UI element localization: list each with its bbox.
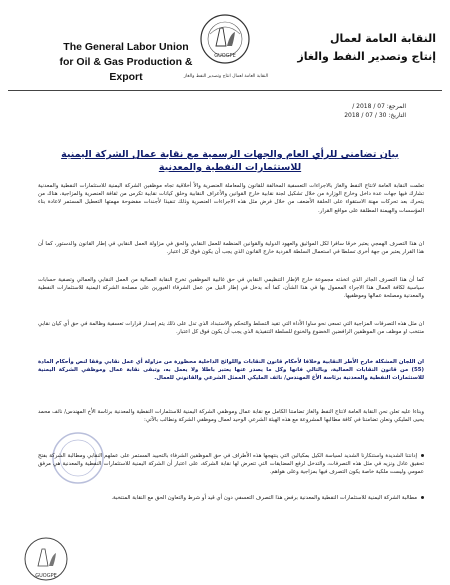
reference-block	[266, 102, 406, 120]
paragraph-2: ان هذا التصرف الهمجي يعتبر خرقا سافرا لكل المواثيق والعهود الدولية والقوانين المنظمة للعمل النقابي والحق في مزاولة العمل النقابي في إطار القانون والدستور، كما أن هذا القرار يعتبر من جهة أخرى تسلطا في استعمال السلطة الفردية خارج القانون الذي يجب أن يكون فوق كل اعتبار.	[38, 241, 424, 256]
footer-logo-icon	[20, 535, 72, 583]
statement-title	[40, 148, 420, 174]
union-name-english-line1: The General Labor Union	[63, 41, 189, 53]
union-name-arabic-line1: النقابة العامة لعمال	[329, 32, 436, 45]
union-name-arabic	[286, 30, 436, 66]
paragraph-4: ان مثل هذه التصرفات المزاجية التي تسعى نحو ساوا الأداة التي تفيد التسلط والتحكم والاستبداد الذي تدل على ذلك يتم إصدار قرارات تعسفية وظالمة في حق أي كيان نقابي منتخب او موظف من الموظفين الرافضين الخضوع والخنوع للسلطة التنفيذية الذي يجب أن يكون فوق كل اعتبار.	[38, 321, 424, 336]
paragraph-5: ان اللجان المشكلة خارج الأطر النقابية وخلافا لأحكام قانون النقابات واللوائح الداخلية محظورة من مزاولة أي عمل نقابي وفقا لنص وأحكام المادة (55) من قانون النقابات العمالية، وبالتالي فانها وكل ما يصدر عنها يعتبر باطلا ولا يعمل به، وتبقى نقابة عمال وموظفي الشركة اليمنية للاستثمارات النفطية والمعدنية برئاسة الأخ المهندس/ نائف المليكي الممثل الشرعي والقانوني للعمال.	[38, 359, 424, 382]
statement-title-line1: بيان تضامني للرأي العام والجهات الرسمية مع نقابة عمال الشركة اليمنية	[61, 149, 399, 160]
paragraph-3: كما أن هذا التصرف الجائر الذي اتخذته مجموعة خارج الإطار التنظيمي النقابي في حق غالبية الموظفين تخرج النقابة العمالية من العمل النقابي والعمالي وتصفية حسابات سياسية لكافة العمال هذا الاجراء المعمول بها في هذا الشأن، كما أنه يدخل في إطار النيل من عمل الشرفاء الغيورين على مصلحة الشركة اليمنية للاستثمارات النفطية والمعدنية ومصلحة عمالها وموظفيها.	[38, 277, 424, 300]
union-name-english-line2: for Oil & Gas Production & Export	[59, 56, 193, 83]
list-item-1-text: إدانتنا الشديدة واستنكارنا الشديد لسياسة الكيل بمكيالين التي ينتهجها هذه الأطراف في حق الموظفين الشرفاء بالتحييد المستمر على عملهم النقابي ومطالبة الشركة بفتح تحقيق عادل ونزيه في مثل هذه التصرفات، والتدخل لرفع المضايقات التي تتعرض لها نقابة الشركة، على اعتبار أن الشركة اليمنية للاستثمارات النفطية والمعدنية هي مرفق عمومي وليست ملكية خاصة يكون التصرف فيها بمزاجية وعلى هواهم.	[38, 453, 424, 476]
union-name-arabic-line2: إنتاج وتصدير النفط والغاز	[297, 50, 436, 63]
paragraph-1: تعلمت النقابة العامة لانتاج النفط والغاز بالاجراءات التعسفية المخالفة للقانون والمعاملة العنصرية والأ أخلاقية تجاه موظفين الشركة اليمنية للاستثمارات النفطية والمعدنية تشارك فيها جهات عدة داخل وخارج الوزارة من خلال تشكيل لجنة نقابية خارج القوانين والأعراف النقابية وخلق كيانات نقابية تكرس من ثقافة العنصرية والمزاجية، هناك من يتحرك بعد تحركات مهنة الاستقواء على الحلقة الأضعف من خلال فرض مثل هذه الاجراءات العنصرية وذلك تنفيذا لأجندات مفضوحة مهمتها التعطيل المستمر لاعادة بناء المؤسسات والهيمنة المطلقة على مواقع القرار.	[38, 183, 424, 214]
bullet-icon	[421, 496, 424, 499]
logo-text: GUOGPE	[214, 53, 236, 59]
paragraph-6: وبناءا عليه تعلن نحن النقابة العامة لانتاج النفط والغاز تضامننا الكامل مع نقابة عمال وموظفي الشركة اليمنية للاستثمارات النفطية والمعدنية برئاسة الأخ المهندس/ نائف محمد يحيى المليكي ونعلن تضامننا في كافة مطالبها المشروعة مع هذه الهيئة الشرعي الوحيد لعمال وموظفي الشركة ونطالب بالآتي:	[38, 409, 424, 424]
bullet-icon	[421, 454, 424, 457]
list-item-2-text: مطالبة الشركة اليمنية للاستثمارات النفطية والمعدنية برفض هذا التصرف التعسفي دون أي قيد أو شرط والتعاون الحق مع النقابة المنتخبة.	[111, 495, 417, 501]
union-logo-icon	[196, 12, 254, 66]
list-item-2	[38, 494, 424, 502]
header-divider	[8, 90, 442, 91]
logo-caption: النقابة العامة لعمال انتاج وتصدير النفط والغاز	[183, 74, 269, 79]
statement-title-line2: للاستثمارات النفطية والمعدنية	[158, 162, 302, 173]
list-item-1	[38, 452, 424, 477]
reference-number: المرجع: 07 / 2018 /	[352, 103, 406, 110]
footer-logo-text: GUOGPE	[35, 573, 57, 579]
reference-date: التاريخ: 30 / 07 / 2018	[344, 112, 406, 119]
